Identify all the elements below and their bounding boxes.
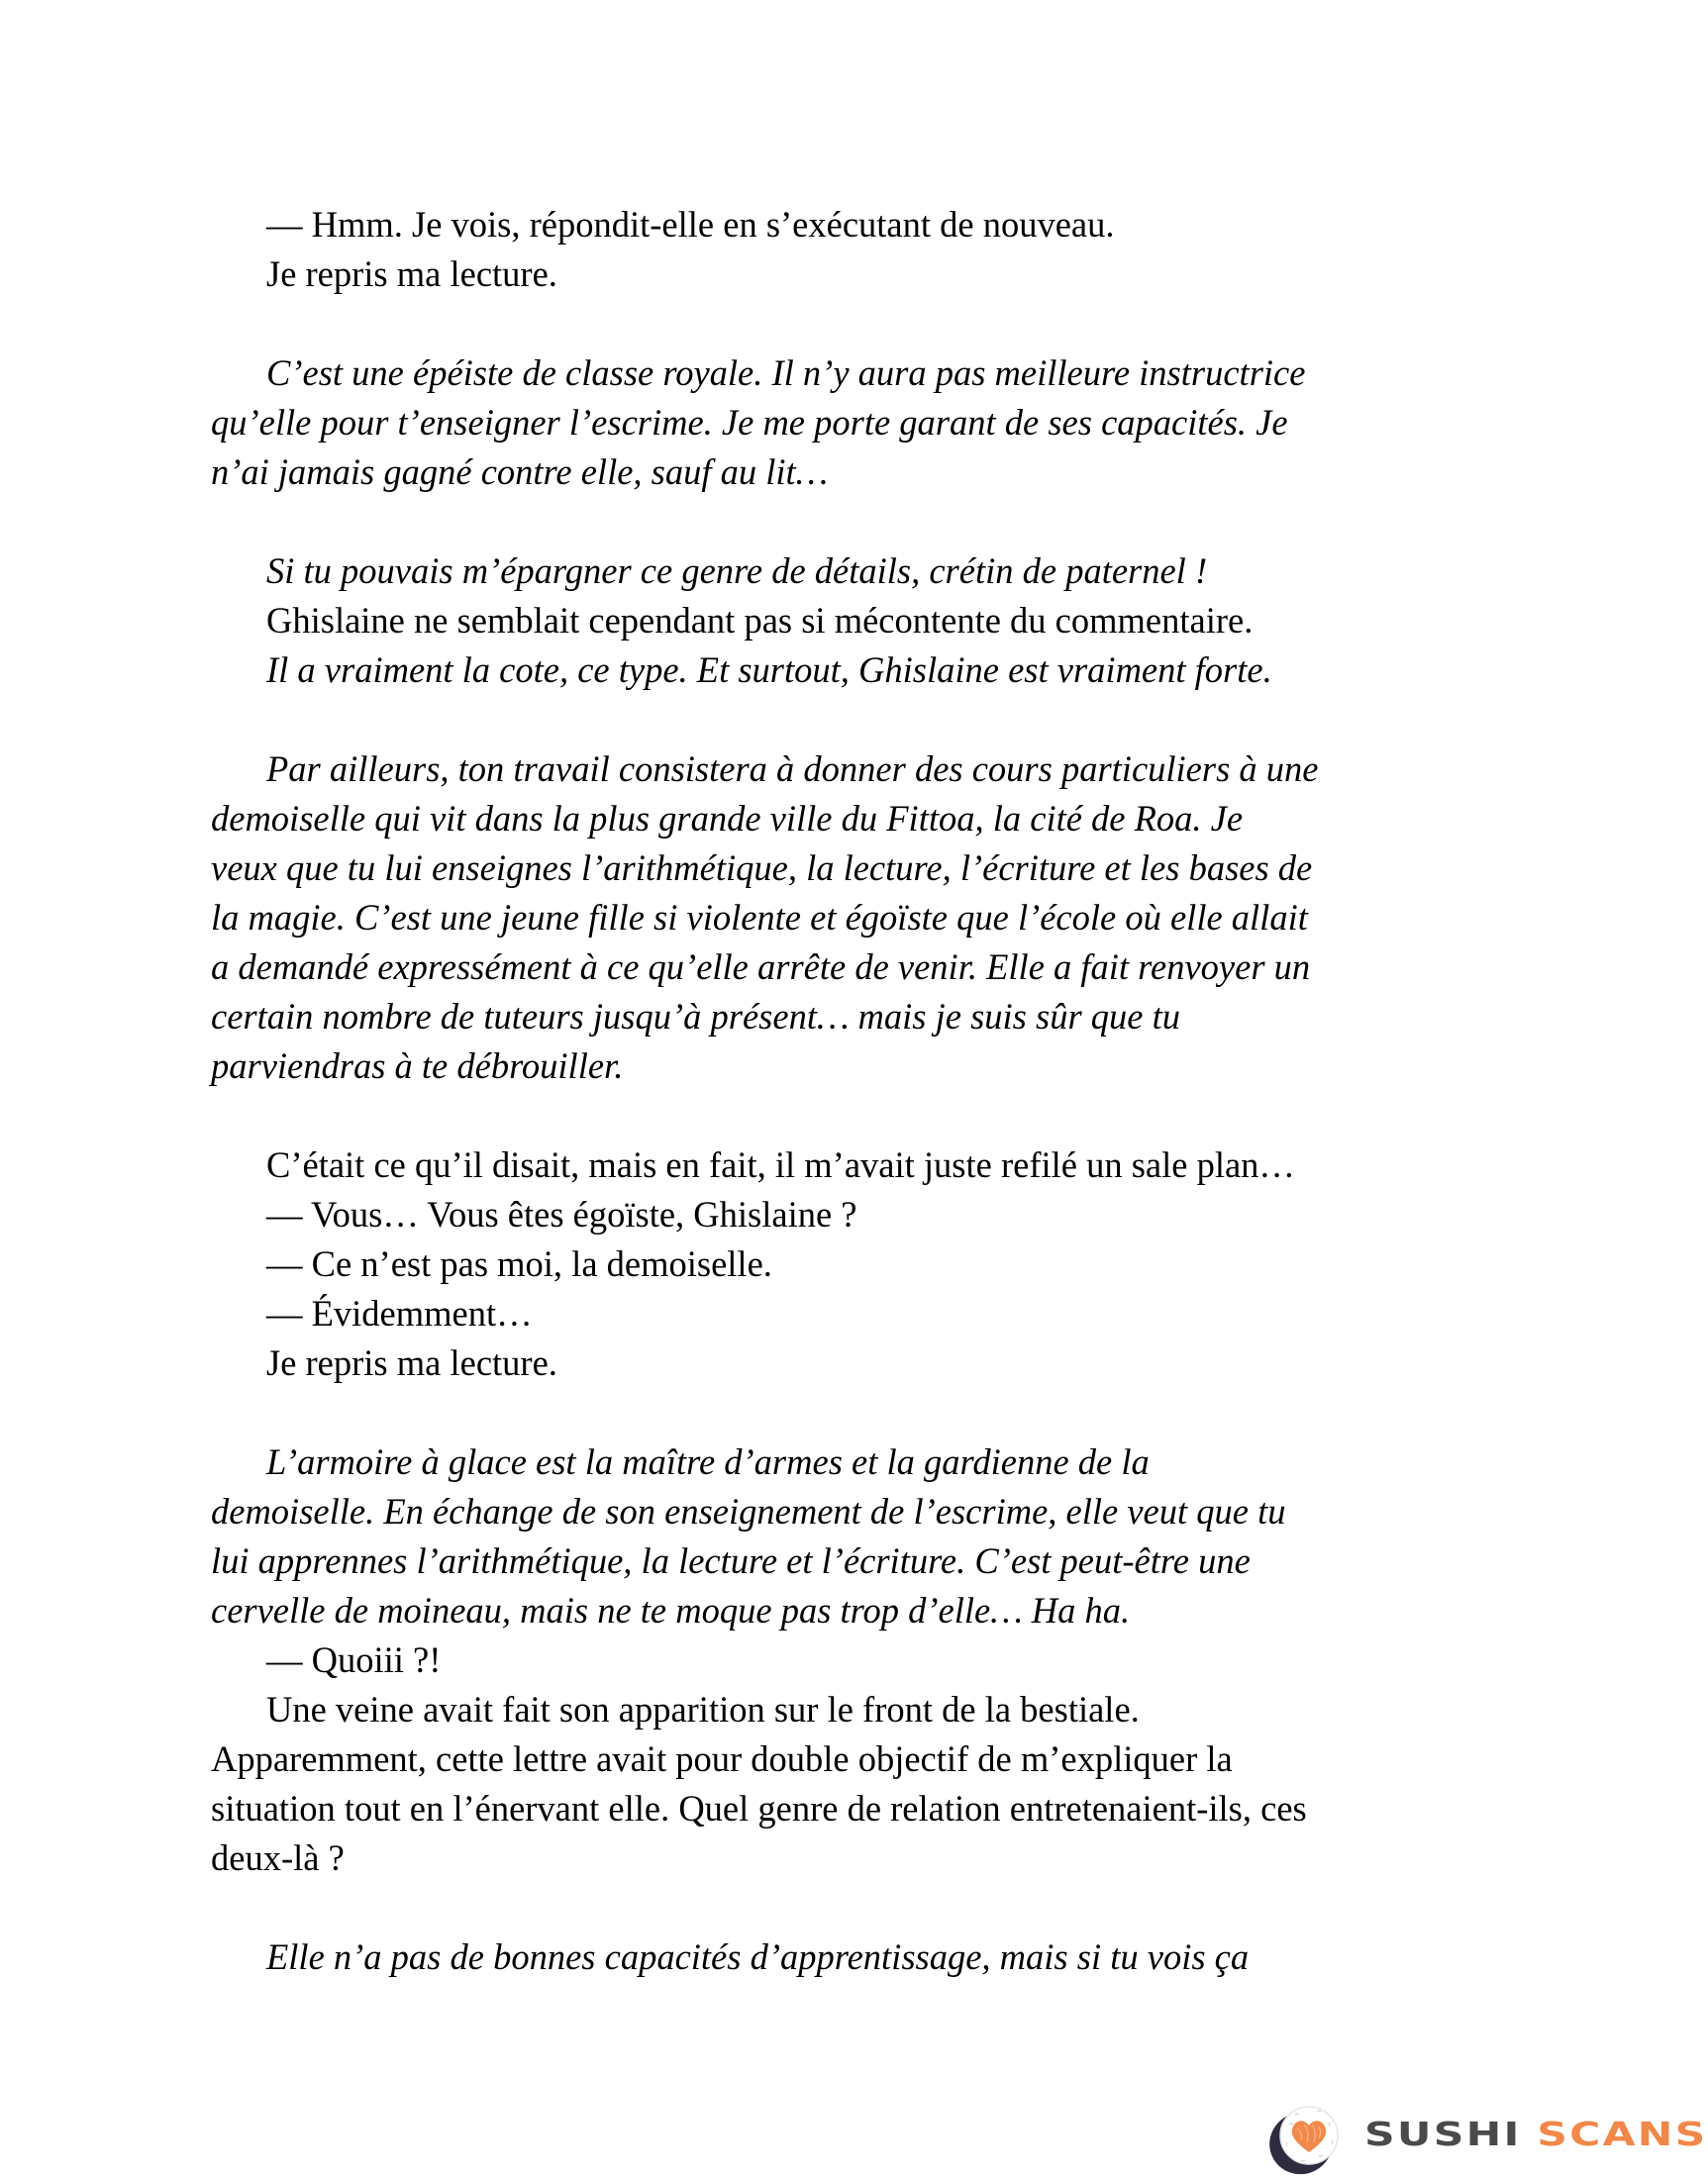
- narrative-paragraph: [211, 1289, 1473, 1338]
- letter-excerpt-paragraph: [211, 1932, 1473, 1982]
- text-line: L’armoire à glace est la maître d’armes et la gardienne de la: [266, 1441, 1150, 1482]
- narrative-paragraph: [211, 596, 1473, 645]
- paragraph-spacer: [211, 1091, 1473, 1140]
- paragraph-spacer: [211, 1883, 1473, 1932]
- text-line: Je repris ma lecture.: [266, 253, 557, 294]
- text-line: — Évidemment…: [266, 1293, 533, 1334]
- text-line: Il a vraiment la cote, ce type. Et surtout, Ghislaine est vraiment forte.: [266, 649, 1272, 690]
- letter-excerpt-paragraph: [211, 348, 1473, 497]
- watermark-text: [1364, 2116, 1708, 2153]
- narrative-paragraph: [211, 1635, 1473, 1685]
- narrative-paragraph: [211, 249, 1473, 299]
- text-line: situation tout en l’énervant elle. Quel genre de relation entretenaient-ils, ces: [211, 1788, 1307, 1829]
- text-line: Par ailleurs, ton travail consistera à donner des cours particuliers à une: [266, 748, 1319, 789]
- sushi-scans-watermark: [1265, 2103, 1708, 2176]
- sushi-roll-heart-icon: [1265, 2103, 1345, 2176]
- watermark-word-scans: SCANS: [1537, 2116, 1708, 2153]
- text-line: deux-là ?: [211, 1837, 345, 1878]
- text-line: Si tu pouvais m’épargner ce genre de détails, crétin de paternel !: [266, 550, 1208, 591]
- watermark-word-sushi: SUSHI: [1364, 2116, 1522, 2153]
- text-line: Ghislaine ne semblait cependant pas si mécontente du commentaire.: [266, 600, 1254, 641]
- text-line: Elle n’a pas de bonnes capacités d’apprentissage, mais si tu vois ça: [266, 1936, 1250, 1977]
- text-line: Je repris ma lecture.: [266, 1342, 557, 1383]
- paragraph-spacer: [211, 1388, 1473, 1437]
- text-line: Une veine avait fait son apparition sur le front de la bestiale.: [266, 1689, 1140, 1730]
- paragraph-spacer: [211, 497, 1473, 546]
- paragraph-spacer: [211, 299, 1473, 348]
- text-line: parviendras à te débrouiller.: [211, 1045, 624, 1086]
- text-line: — Quoiii ?!: [266, 1639, 442, 1680]
- page-body: [211, 200, 1473, 1982]
- letter-excerpt-paragraph: [211, 744, 1473, 1091]
- text-line: C’était ce qu’il disait, mais en fait, il m’avait juste refilé un sale plan…: [266, 1144, 1295, 1185]
- narrative-paragraph: [211, 1338, 1473, 1388]
- paragraph-spacer: [211, 695, 1473, 744]
- narrative-paragraph: [211, 200, 1473, 249]
- text-line: cervelle de moineau, mais ne te moque pas trop d’elle… Ha ha.: [211, 1590, 1131, 1631]
- narrative-paragraph: [211, 1685, 1473, 1883]
- text-line: Apparemment, cette lettre avait pour double objectif de m’expliquer la: [211, 1738, 1233, 1779]
- text-line: n’ai jamais gagné contre elle, sauf au lit…: [211, 451, 829, 492]
- text-line: — Hmm. Je vois, répondit-elle en s’exécutant de nouveau.: [266, 204, 1115, 245]
- text-line: lui apprennes l’arithmétique, la lecture et l’écriture. C’est peut-être une: [211, 1540, 1251, 1581]
- text-line: demoiselle. En échange de son enseignement de l’escrime, elle veut que tu: [211, 1491, 1286, 1532]
- narrative-paragraph: [211, 1239, 1473, 1289]
- letter-excerpt-paragraph: [211, 546, 1473, 596]
- text-line: — Ce n’est pas moi, la demoiselle.: [266, 1243, 772, 1284]
- letter-excerpt-paragraph: [211, 1437, 1473, 1635]
- letter-excerpt-paragraph: [211, 645, 1473, 695]
- text-line: demoiselle qui vit dans la plus grande ville du Fittoa, la cité de Roa. Je: [211, 798, 1244, 839]
- text-line: C’est une épéiste de classe royale. Il n’y aura pas meilleure instructrice: [266, 352, 1306, 393]
- text-line: a demandé expressément à ce qu’elle arrête de venir. Elle a fait renvoyer un: [211, 946, 1311, 987]
- text-line: la magie. C’est une jeune fille si violente et égoïste que l’école où elle allait: [211, 897, 1308, 938]
- text-line: — Vous… Vous êtes égoïste, Ghislaine ?: [266, 1194, 857, 1235]
- text-line: qu’elle pour t’enseigner l’escrime. Je me porte garant de ses capacités. Je: [211, 402, 1288, 443]
- narrative-paragraph: [211, 1140, 1473, 1190]
- text-line: certain nombre de tuteurs jusqu’à présent… mais je suis sûr que tu: [211, 996, 1181, 1037]
- text-line: veux que tu lui enseignes l’arithmétique, la lecture, l’écriture et les bases de: [211, 847, 1313, 888]
- narrative-paragraph: [211, 1190, 1473, 1239]
